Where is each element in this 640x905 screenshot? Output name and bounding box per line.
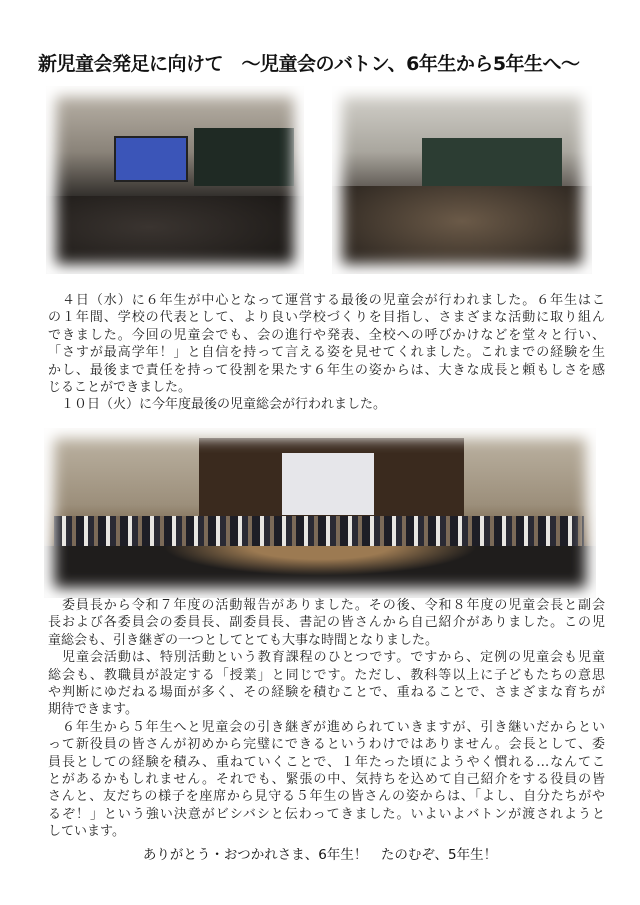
projector-screen [114,136,188,182]
text-line: の１年間、学校の代表として、より良い学校づくりを目指し、さまざまな活動に取り組ん [48,310,605,326]
text-line: 長および各委員会の委員長、副委員長、書記の皆さんから自己紹介がありました。この児 [48,615,605,631]
text-line: じることができました。 [48,380,192,396]
photo-gymnasium [44,428,596,598]
students-standing [54,516,584,546]
text-line: って新役員の皆さんが初めから完璧にできるというわけではありません。会長として、委 [48,737,605,753]
blackboard [194,128,294,186]
text-line: 委員長から令和７年度の活動報告がありました。その後、令和８年度の児童会長と副会 [48,598,605,613]
closing-message: ありがとう・おつかれさま、6年生！ たのむぞ、5年生！ [142,847,498,863]
text-line: しています。 [48,824,125,840]
text-line: 児童会活動は、特別活動という教育課程のひとつです。ですから、定例の児童会も児童 [48,650,605,666]
text-line: とがあるかもしれません。それでも、緊張の中、気持ちを込めて自己紹介をする役員の皆 [48,772,605,788]
page-title: 新児童会発足に向けて ～児童会のバトン、6年生から5年生へ～ [38,53,580,75]
text-line: かし、最後まで責任を持って役割を果たす６年生の姿からは、大きな成長と頼もしさを感 [48,362,605,378]
text-line: さんと、友だちの様子を座席から見守る５年生の皆さんの姿からは、「よし、自分たちがや [48,789,605,805]
paragraph-2 [48,597,605,841]
text-line: 総会も、教職員が設定する「授業」と同じです。ただし、教科等以上に子どもたちの意思 [48,667,605,683]
photo-classroom [332,86,592,274]
photo-classroom-screen [46,86,304,274]
text-line: 期待できます。 [48,702,138,718]
text-line: ４日（水）に６年生が中心となって運営する最後の児童会が行われました。６年生はこ [48,293,605,308]
text-line: るぞ！」という強い決意がビシバシと伝わってきました。いよいよバトンが渡されようと [48,806,605,822]
projector-screen [282,453,374,515]
text-line: １０日（火）に今年度最後の児童総会が行われました。 [48,397,387,413]
text-line: 「さすが最高学年！」と自信を持って言える姿を見せてくれました。これまでの経験を生 [48,345,605,361]
students-seated [44,546,596,598]
students [46,196,304,274]
text-line: ６年生から５年生へと児童会の引き継ぎが進められていきますが、引き継いだからとい [48,719,605,735]
text-line: や判断にゆだねる場面が多く、その経験を積むことで、重ねることで、さまざまな育ちが [48,685,605,701]
students [332,186,592,274]
text-line: できました。今回の児童会でも、会の進行や発表、全校への呼びかけなどを堂々と行い、 [48,327,605,343]
text-line: 員長としての経験を積み、重ねていくことで、１年たった頃にようやく慣れる…なんてこ [48,754,605,770]
blackboard [422,138,562,186]
text-line: 童総会も、引き継ぎの一つとしてとても大事な時間となりました。 [48,632,439,648]
paragraph-1 [48,292,605,414]
